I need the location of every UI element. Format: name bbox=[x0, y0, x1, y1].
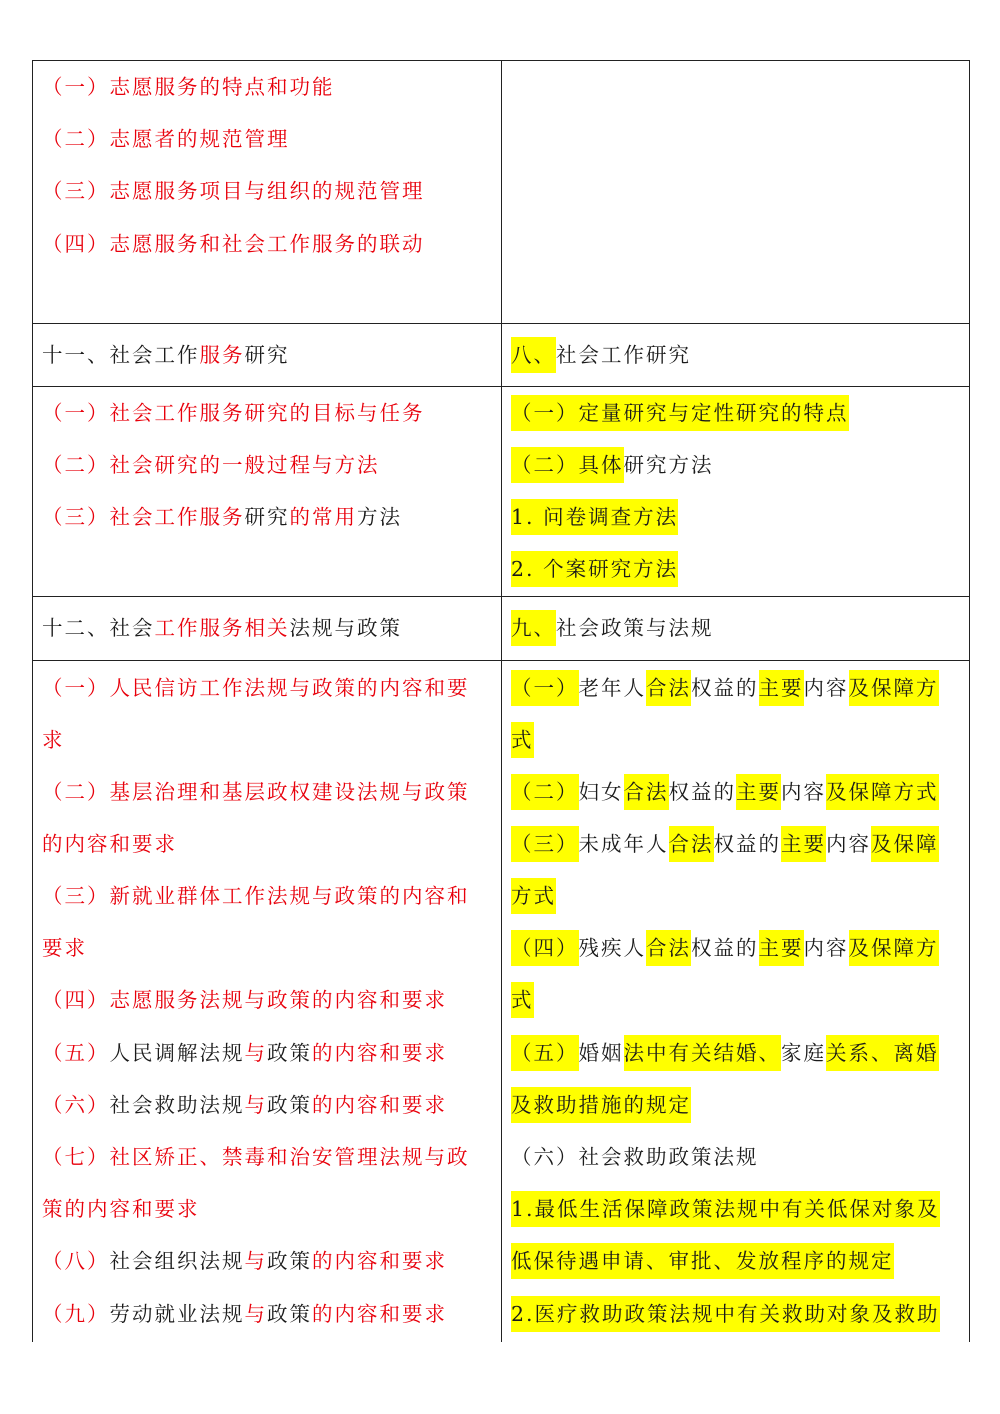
highlight: 主要 bbox=[759, 930, 804, 966]
text-part: 的内容和要求 bbox=[312, 1302, 447, 1326]
highlight: 主要 bbox=[759, 670, 804, 706]
left-item: （三）新就业群体工作法规与政策的内容和 bbox=[42, 884, 470, 908]
left-item bbox=[42, 1027, 447, 1079]
highlight: 合法 bbox=[646, 930, 691, 966]
left-item: （一）社会工作服务研究的目标与任务 bbox=[42, 401, 425, 425]
text-part: （三）社会工作服务 bbox=[42, 505, 245, 529]
column-divider bbox=[501, 60, 502, 1342]
highlight: （一） bbox=[511, 670, 579, 706]
highlight: 及保障方 bbox=[849, 930, 939, 966]
text-part: 权益的 bbox=[668, 780, 736, 804]
highlight: 式 bbox=[511, 982, 534, 1018]
left-item: （四）志愿服务法规与政策的内容和要求 bbox=[42, 988, 447, 1012]
highlight: 1.最低生活保障政策法规中有关低保对象及 bbox=[511, 1191, 940, 1227]
left-item bbox=[42, 1235, 447, 1287]
right-item bbox=[511, 1235, 894, 1287]
table-border-right bbox=[969, 60, 970, 1342]
left-item bbox=[42, 491, 402, 543]
left-item: （七）社区矫正、禁毒和治安管理法规与政 bbox=[42, 1145, 470, 1169]
text-part: 政策 bbox=[267, 1249, 312, 1273]
right-item bbox=[511, 818, 939, 870]
right-item bbox=[511, 922, 939, 974]
right-item bbox=[511, 1079, 691, 1131]
heading-part: 法规与政策 bbox=[289, 616, 402, 640]
highlight: 法中有关结婚、 bbox=[624, 1035, 782, 1071]
highlight: 八、 bbox=[511, 337, 556, 373]
text-part: 内容 bbox=[803, 936, 849, 960]
text-part: 社会组织法规 bbox=[109, 1249, 245, 1273]
highlight: 关系、离婚 bbox=[826, 1035, 939, 1071]
left-item bbox=[42, 1079, 447, 1131]
left-item: （一）人民信访工作法规与政策的内容和要 bbox=[42, 676, 470, 700]
highlight: （三） bbox=[511, 826, 579, 862]
highlight: 合法 bbox=[624, 774, 669, 810]
highlight: （一）定量研究与定性研究的特点 bbox=[511, 395, 849, 431]
text-part: 的内容和要求 bbox=[312, 1041, 447, 1065]
text-part: 老年人 bbox=[578, 676, 646, 700]
right-item bbox=[511, 491, 678, 543]
left-item: （四）志愿服务和社会工作服务的联动 bbox=[42, 232, 425, 256]
text-part: 政策 bbox=[267, 1041, 312, 1065]
left-item: （三）志愿服务项目与组织的规范管理 bbox=[42, 179, 425, 203]
highlight: 合法 bbox=[669, 826, 714, 862]
text-part: 研究方法 bbox=[623, 453, 714, 477]
text-part: 社会工作研究 bbox=[556, 343, 691, 367]
text-part: 研究 bbox=[244, 505, 290, 529]
right-item bbox=[511, 439, 714, 491]
highlight: 及保障方式 bbox=[826, 774, 939, 810]
right-heading-9 bbox=[511, 602, 714, 654]
highlight: 式 bbox=[511, 722, 534, 758]
text-part: （六） bbox=[42, 1093, 110, 1117]
text-part: 劳动就业法规 bbox=[109, 1302, 245, 1326]
text-part: 人民调解法规 bbox=[109, 1041, 245, 1065]
right-item bbox=[511, 766, 939, 818]
text-part: 内容 bbox=[781, 780, 826, 804]
right-item bbox=[511, 974, 534, 1026]
text-part: 政策 bbox=[267, 1302, 312, 1326]
text-part: 政策 bbox=[267, 1093, 312, 1117]
text-part: 婚姻 bbox=[578, 1041, 624, 1065]
text-part: 权益的 bbox=[691, 676, 759, 700]
text-part: 内容 bbox=[803, 676, 849, 700]
left-item: （二）志愿者的规范管理 bbox=[42, 127, 290, 151]
right-item bbox=[511, 662, 939, 714]
text-part: 权益的 bbox=[713, 832, 781, 856]
highlight: 及救助措施的规定 bbox=[511, 1087, 691, 1123]
left-item: 策的内容和要求 bbox=[42, 1197, 200, 1221]
left-item: （二）基层治理和基层政权建设法规与政策 bbox=[42, 780, 470, 804]
highlight: 及保障方 bbox=[849, 670, 939, 706]
text-part: 社会救助法规 bbox=[109, 1093, 245, 1117]
text-part: （九） bbox=[42, 1302, 110, 1326]
right-item bbox=[511, 387, 849, 439]
highlight: 主要 bbox=[781, 826, 826, 862]
highlight: 2. 个案研究方法 bbox=[511, 551, 678, 587]
right-item bbox=[511, 543, 678, 595]
right-item bbox=[511, 1288, 940, 1340]
text-part: 方法 bbox=[357, 505, 402, 529]
text-part: 与 bbox=[244, 1041, 267, 1065]
text-part: 未成年人 bbox=[578, 832, 669, 856]
highlight: （二） bbox=[511, 774, 579, 810]
text-part: 与 bbox=[244, 1093, 267, 1117]
text-part: 权益的 bbox=[691, 936, 759, 960]
highlight: 2.医疗救助政策法规中有关救助对象及救助 bbox=[511, 1296, 940, 1332]
heading-part: 十一、社会工作 bbox=[42, 343, 200, 367]
left-item: 要求 bbox=[42, 936, 87, 960]
highlight: 合法 bbox=[646, 670, 691, 706]
left-heading-11 bbox=[42, 329, 290, 381]
text-part: 的内容和要求 bbox=[312, 1249, 447, 1273]
right-item bbox=[511, 870, 556, 922]
left-item: （一）志愿服务的特点和功能 bbox=[42, 75, 335, 99]
right-item bbox=[511, 1183, 940, 1235]
highlight: （四） bbox=[511, 930, 579, 966]
highlight: 1. 问卷调查方法 bbox=[511, 499, 678, 535]
text-part: （五） bbox=[42, 1041, 110, 1065]
left-item: 的内容和要求 bbox=[42, 832, 177, 856]
highlight: 低保待遇申请、审批、发放程序的规定 bbox=[511, 1243, 894, 1279]
text-part: 残疾人 bbox=[578, 936, 646, 960]
heading-part: 十二、社会 bbox=[42, 616, 155, 640]
right-heading-8 bbox=[511, 329, 691, 381]
highlight: 九、 bbox=[511, 610, 556, 646]
highlight: 方式 bbox=[511, 878, 556, 914]
left-item: （二）社会研究的一般过程与方法 bbox=[42, 453, 380, 477]
text-part: 内容 bbox=[826, 832, 871, 856]
highlight: 主要 bbox=[736, 774, 781, 810]
text-part: （八） bbox=[42, 1249, 110, 1273]
left-item bbox=[42, 1288, 447, 1340]
left-item: 求 bbox=[42, 728, 65, 752]
left-heading-12 bbox=[42, 602, 402, 654]
right-item bbox=[511, 1027, 939, 1079]
text-part: 与 bbox=[244, 1249, 267, 1273]
heading-part: 服务 bbox=[199, 343, 245, 367]
text-part: 家庭 bbox=[781, 1041, 826, 1065]
right-item bbox=[511, 1131, 759, 1183]
text-part: 妇女 bbox=[578, 780, 624, 804]
right-item bbox=[511, 714, 534, 766]
text-part: 的常用 bbox=[289, 505, 357, 529]
highlight: 及保障 bbox=[871, 826, 939, 862]
highlight: （五） bbox=[511, 1035, 579, 1071]
table-border-left bbox=[32, 60, 33, 1342]
text-part: 的内容和要求 bbox=[312, 1093, 447, 1117]
text-part: 与 bbox=[244, 1302, 267, 1326]
heading-part: 工作服务相关 bbox=[154, 616, 290, 640]
heading-part: 研究 bbox=[244, 343, 290, 367]
text-part: （六）社会救助政策法规 bbox=[511, 1145, 759, 1169]
highlight: （二）具体 bbox=[511, 447, 624, 483]
text-part: 社会政策与法规 bbox=[556, 616, 714, 640]
